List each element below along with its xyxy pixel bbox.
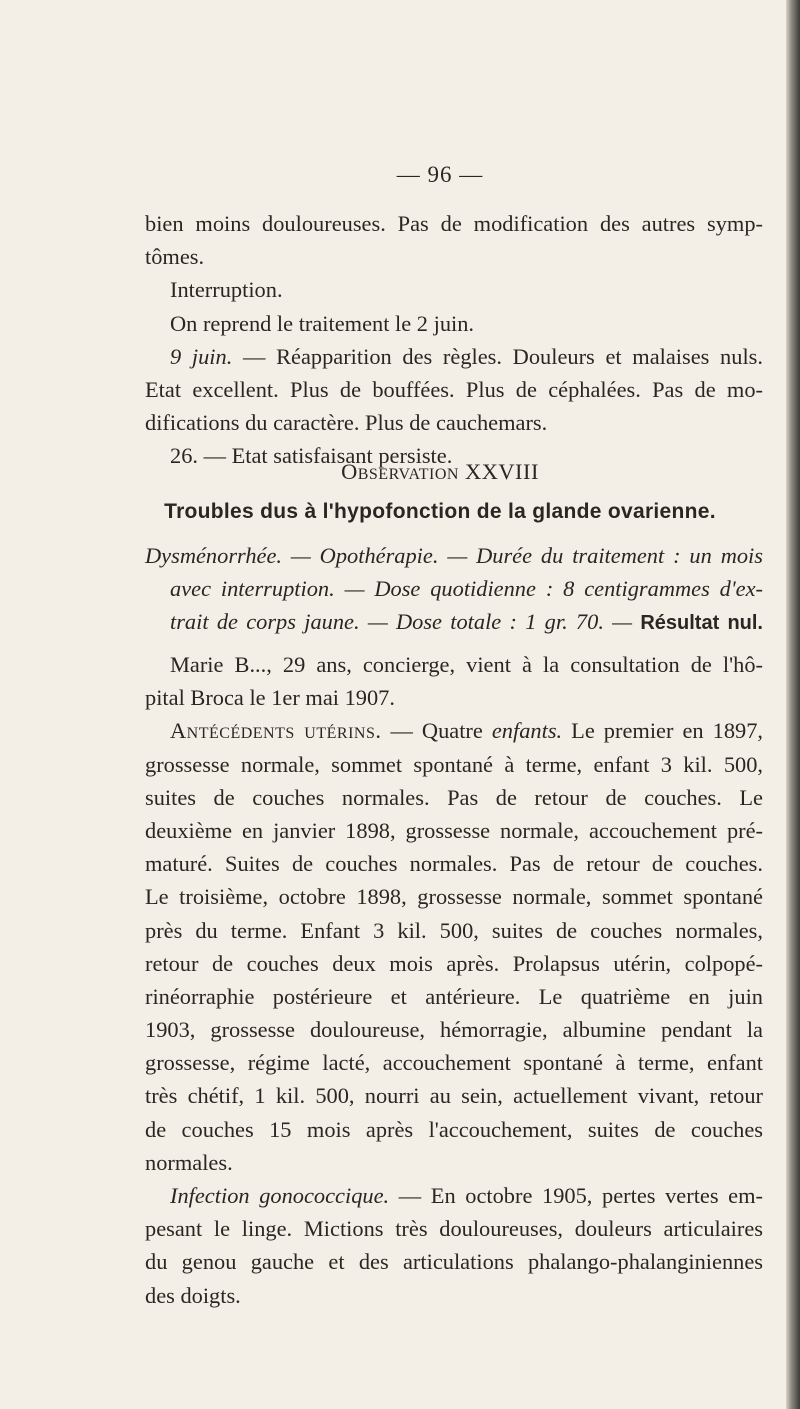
observation-subtitle: Troubles dus à l'hypofonction de la glande ovarienne.: [164, 500, 716, 523]
page-number: — 96 —: [396, 162, 484, 187]
text-line: du genou gauche et des articulations phalango-phalanginiennes: [145, 1249, 763, 1275]
date-label: 9 juin.: [170, 343, 233, 369]
text-line: des doigts.: [145, 1282, 241, 1308]
text-line: tômes.: [145, 244, 205, 270]
text-span: Le premier en 1897,: [562, 718, 763, 744]
text-span: — En octobre 1905, pertes vertes em-: [389, 1183, 763, 1208]
text-span: — Réapparition des règles. Douleurs et malaises nuls.: [232, 343, 763, 369]
text-line: deuxième en janvier 1898, grossesse normale, accouchement pré-: [145, 817, 763, 843]
day26-line: 26. — Etat satisfaisant persiste.: [170, 443, 453, 469]
antecedents-line: [145, 714, 763, 747]
text-span: enfants.: [491, 718, 563, 744]
juin9-line: [145, 340, 763, 373]
text-line: pesant le linge. Mictions très douloureuses, douleurs articulaires: [145, 1216, 763, 1242]
reprise-line: On reprend le traitement le 2 juin.: [170, 310, 475, 336]
summary-line: Dysménorrhée. — Opothérapie. — Durée du traitement : un mois: [145, 543, 763, 568]
text-line: de couches 15 mois après l'accouchement, suites de couches: [145, 1116, 763, 1142]
case-body: [145, 648, 763, 1312]
text-span: — Quatre: [381, 718, 492, 744]
summary-text: trait de corps jaune. — Dose totale : 1 gr. 70. —: [170, 609, 641, 635]
text-line: très chétif, 1 kil. 500, nourri au sein, actuellement vivant, retour: [145, 1083, 763, 1109]
text-line: 1903, grossesse douloureuse, hémorragie, albumine pendant la: [145, 1017, 763, 1043]
text-line: maturé. Suites de couches normales. Pas de retour de couches.: [145, 851, 763, 877]
observation-title: Observation XXVIII: [341, 459, 539, 484]
text-line: grossesse normale, sommet spontané à terme, enfant 3 kil. 500,: [145, 751, 763, 777]
text-line: Marie B..., 29 ans, concierge, vient à la consultation de l'hô-: [170, 652, 763, 677]
section-label: Antécédents utérins.: [170, 718, 382, 744]
text-line: grossesse, régime lacté, accouchement spontané à terme, enfant: [145, 1050, 763, 1076]
text-line: difications du caractère. Plus de cauchemars.: [145, 410, 548, 436]
summary-line: avec interruption. — Dose quotidienne : 8 centigrammes d'ex-: [170, 576, 763, 602]
text-line: bien moins douloureuses. Pas de modification des autres symp-: [145, 211, 763, 236]
text-line: rinéorraphie postérieure et antérieure. Le quatrième en juin: [145, 983, 763, 1009]
page-edge-shadow: [786, 0, 800, 1409]
summary-block: [145, 539, 763, 639]
continuation-paragraph: [145, 207, 763, 473]
section-label: Infection gonococcique.: [170, 1183, 390, 1208]
text-line: pital Broca le 1er mai 1907.: [145, 685, 395, 711]
text-line: Le troisième, octobre 1898, grossesse normale, sommet spontané: [145, 884, 763, 910]
text-line: Etat excellent. Plus de bouffées. Plus de céphalées. Pas de mo-: [145, 376, 763, 402]
text-line: normales.: [145, 1149, 233, 1175]
text-line: retour de couches deux mois après. Prolapsus utérin, colpopé-: [145, 950, 763, 976]
interruption-line: Interruption.: [170, 277, 283, 303]
text-line: suites de couches normales. Pas de retour de couches. Le: [145, 784, 763, 810]
summary-line: [145, 605, 763, 638]
result-label: Résultat nul.: [640, 612, 763, 635]
infection-line: [145, 1179, 763, 1212]
text-line: près du terme. Enfant 3 kil. 500, suites de couches normales,: [145, 917, 763, 943]
